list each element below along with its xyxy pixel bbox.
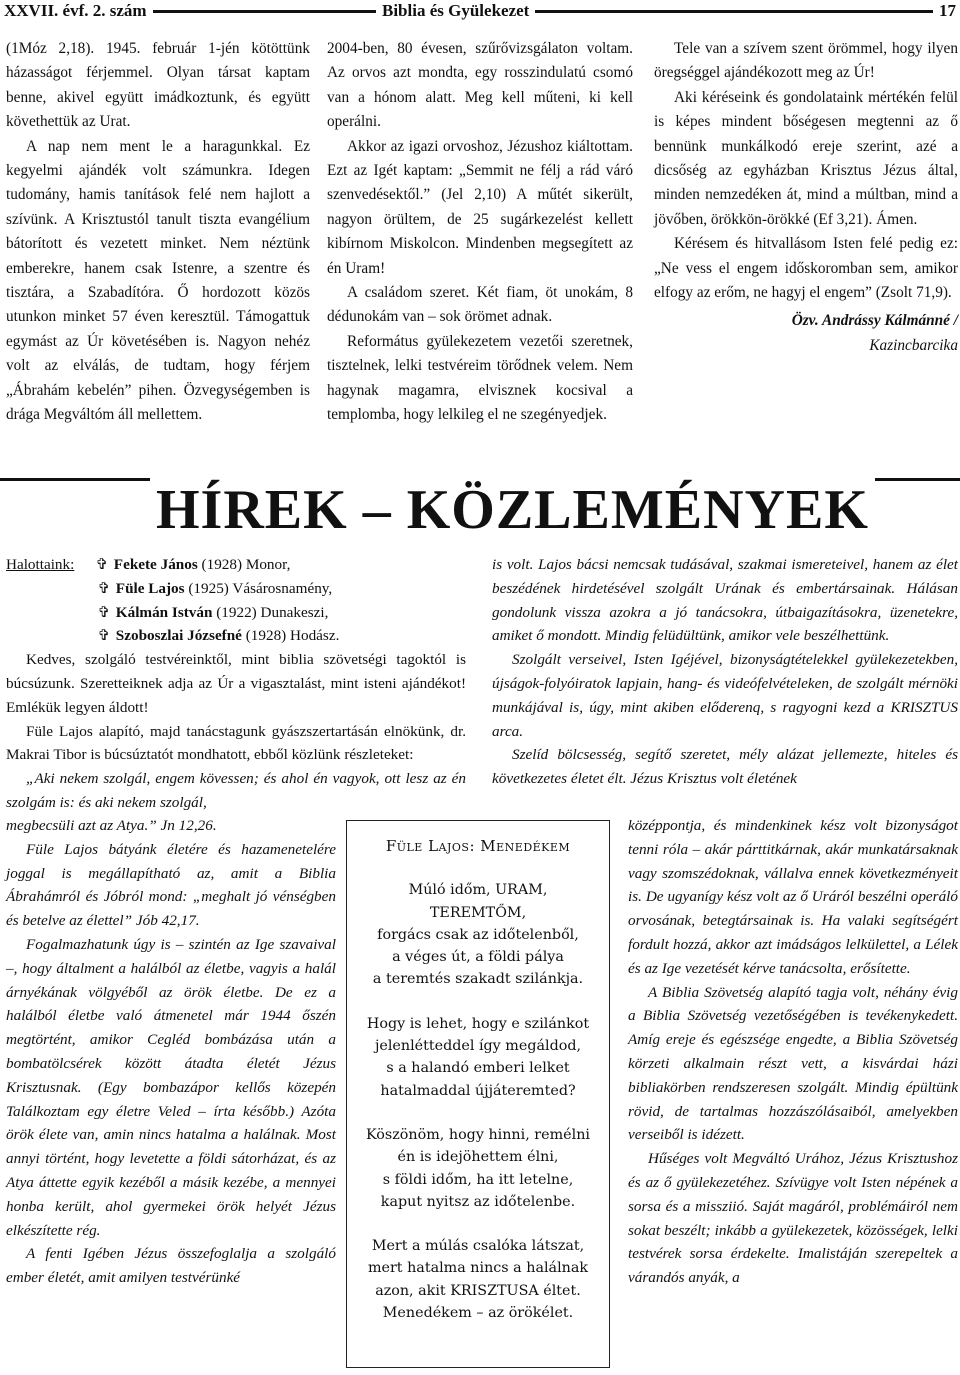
paragraph: Református gyülekezetem vezetői szeretnek, tisztelnek, lelki testvéreim törődnek velem. Nem hagynak magamra, elvisznek kocsival a templomba, hogy lelkileg el ne szegényedjek. bbox=[327, 332, 633, 424]
poem-box bbox=[346, 820, 610, 1368]
paragraph: A fenti Igében Jézus összefoglalja a szolgáló ember életét, amit amilyen testvérünké bbox=[6, 1245, 336, 1287]
paragraph: Szolgált verseivel, Isten Igéjével, bizonyságtételekkel gyülekezetekben, újságok-folyóiratok lapjain, hang- és videófelvételeken, de szolgált mérnöki munkájával is, úgy, mint akiben előderenq, s ragyogni kezd a KRISZTUS arca. bbox=[492, 651, 958, 740]
column-2 bbox=[327, 37, 633, 428]
poem-line: jelenlétteddel így megáldod, bbox=[374, 1038, 582, 1055]
cross-icon: ✞ bbox=[97, 603, 111, 621]
poem-title: Füle Lajos: Menedékem bbox=[385, 837, 571, 855]
paragraph: megbecsüli azt az Atya.” Jn 12,26. bbox=[6, 817, 217, 834]
issue-number: XXVII. évf. 2. szám bbox=[4, 1, 153, 21]
obituary-name: Szoboszlai Józsefné bbox=[115, 627, 242, 645]
paragraph: Hűséges volt Megváltó Urához, Jézus Krisztushoz és az ő gyülekezetéhez. Szívügye volt Isten népének a sorsa és a missziió. Saját magáról, problémáiról nem sokat beszélt; inkább a gyülekezetek, közösségek, lelki testvérek sorsa érdekelte. Imalistáján szerepeltek a várandós anyák, a bbox=[628, 1150, 958, 1287]
obituary-entry bbox=[6, 553, 466, 577]
paragraph: Fogalmazhatunk úgy is – szintén az Ige szavaival –, hogy általment a halálból az életbe, vagyis a halál árnyékának völgyéből az örök életbe. De ez a halálból életbe való átmenetel már 1944 őszén megtörtént, amikor Cegléd bombázása után a bombatölcsérek között átadta életét Jézus Krisztusnak. (Egy bombazápor kellős közepén Találkoztam egy életre Veled – írta később.) Azóta örök élete van, amin nincs hatalma a halálnak. Most annyi történt, hogy levetette a földi sátorházat, és az Atya áttette egyik kezéből a másik kezébe, a mennyei honba került, ahol gyermekei örök helyét Jézus elkészítette rég. bbox=[6, 935, 336, 1239]
column-1 bbox=[6, 37, 310, 428]
poem-line: s a halandó emberi lelket bbox=[386, 1060, 570, 1077]
obituary-entry bbox=[6, 577, 466, 601]
paragraph: Tele van a szívem szent örömmel, hogy ilyen öregséggel ajándékozott meg az Úr! bbox=[654, 40, 958, 82]
poem-stanza bbox=[347, 879, 609, 990]
page-number: 17 bbox=[933, 1, 956, 21]
poem-stanza bbox=[347, 1124, 609, 1213]
paragraph: „Aki nekem szolgál, engem kövessen; és ahol én vagyok, ott lesz az én szolgám is: és aki nekem szolgál, bbox=[6, 770, 466, 811]
poem-stanza bbox=[347, 1235, 609, 1324]
obituary-block bbox=[6, 553, 466, 815]
column-3 bbox=[654, 37, 958, 358]
paragraph: Aki kéréseink és gondolataink mértékén felül is képes mindent bőségesen megtenni az ő bennünk munkálkodó ereje szerint, azé a dicsőség az egyházban Krisztus Jézus által, minden nemzedéken át, mind a múltban, mind a jövőben, örökkön-örökké (Ef 3,21). Ámen. bbox=[654, 88, 958, 228]
poem-line: Hogy is lehet, hogy e szilánkot bbox=[366, 1015, 590, 1032]
journal-title: Biblia és Gyülekezet bbox=[376, 1, 535, 21]
poem-stanza bbox=[347, 1013, 609, 1102]
cross-icon: ✞ bbox=[95, 556, 109, 573]
paragraph: Kérésem és hitvallásom Isten felé pedig ez: „Ne vess el engem időskoromban sem, amikor elfogy az erőm, ne hagyj el engem” (Zsolt 71,9). bbox=[654, 235, 958, 302]
poem-line: s földi időm, ha itt letelne, bbox=[382, 1171, 574, 1188]
tribute-lower-right bbox=[628, 814, 958, 1290]
poem-line: mert hatalma nincs a halálnak bbox=[367, 1260, 589, 1277]
obituary-info: (1922) Dunakeszi, bbox=[216, 603, 329, 621]
poem-line: TEREMTŐM, bbox=[429, 904, 527, 921]
poem-line: kaput nyitsz az időtelenbe. bbox=[380, 1193, 576, 1210]
paragraph: A Biblia Szövetség alapító tagja volt, néhány évig a Biblia Szövetség vezetőségében is tevékenykedett. Amíg ereje és egészsége engedte, a Biblia Szövetség körzeti alkalmain részt vett, a kisvárdai házi bibliakörben rendszeresen szolgált. Mindig épültünk rövid, de tartalmas hozzászólásaiból, amelyekben verseiből is idézett. bbox=[628, 983, 958, 1144]
obituary-info: (1928) Monor, bbox=[201, 556, 291, 573]
paragraph: középpontja, és mindenkinek kész volt bizonyságot tenni róla – akár párttitkárnak, akár munkatársaknak vagy szomszédoknak, vállalva ennek következményeit is. De ugyanígy kész volt az ő Uráról beszélni operáló orvosának, betegtársainak is. Ha valaki segítségért fordult hozzá, akkor azt imádságos lelkülettel, a Lélek és az Ige vezetését kérve tanácsolta, erősítette. bbox=[628, 817, 958, 977]
obituary-label: Halottaink: bbox=[6, 556, 75, 573]
poem-line: azon, akit KRISZTUSA éltet. bbox=[375, 1282, 581, 1299]
poem-line: Menedékem – az örökélet. bbox=[382, 1305, 574, 1322]
paragraph: Füle Lajos alapító, majd tanácstagunk gyászszertartásán elnökünk, dr. Makrai Tibor is búcsúztatót mondhatott, ebből közlünk részleteket: bbox=[6, 722, 466, 764]
paragraph: Szelíd bölcsesség, segítő szeretet, mély alázat jellemezte, hiteles és következetes életet élt. Jézus Krisztus volt életének bbox=[492, 746, 958, 788]
cross-icon: ✞ bbox=[97, 579, 111, 597]
news-section-title: HÍREK – KÖZLEMÉNYEK bbox=[150, 478, 875, 542]
paragraph: is volt. Lajos bácsi nemcsak tudásával, szakmai ismereteivel, hanem az élet beszédének hirdetésével szolgált Urának és embertársainak. Hálásan gondolunk vissza azokra a jó tanácsokra, útbaigazításokra, üzenetekre, amiket ő mondott. Mindig felüdültünk, amikor vele beszélhettünk. bbox=[492, 556, 958, 645]
poem-line: hatalmaddal újjáteremted? bbox=[380, 1082, 576, 1099]
obituary-info: (1928) Hodász. bbox=[245, 627, 340, 645]
paragraph: A családom szeret. Két fiam, öt unokám, 8 dédunokám van – sok örömet adnak. bbox=[327, 284, 633, 326]
paragraph: Kedves, szolgáló testvéreinktől, mint biblia szövetségi tagoktól is búcsúzunk. Szeretteiknek adja az Úr a vigasztalást, mint isteni ajándékot! Emlékük legyen áldott! bbox=[6, 651, 466, 716]
obituary-entry bbox=[6, 601, 466, 625]
paragraph: Akkor az igazi orvoshoz, Jézushoz kiáltottam. Ezt az Igét kaptam: „Semmit ne félj a rád váró szenvedésektől.” (Jel 2,10) A műtét sikerült, nagyon örültem, de 25 sugárkezelést kellett kibírnom Miskolcon. Mindenben megsegített az én Uram! bbox=[327, 137, 633, 277]
paragraph: A nap nem ment le a haragunkkal. Ez kegyelmi ajándék volt számunkra. Idegen tudomány, hamis tanítások felé nem hajlott a szívünk. A Krisztustól tanult tiszta evangélium bátorított és vezetett minket. Nem néztünk emberekre, hanem csak Istenre, a szentre és tisztára, a Szabadítóra. Ő hordozott közös utunkon minket 57 éven keresztül. Támogattuk egymást az Úr követésében is. Nagyon nehéz volt az elválás, de tudtam, hogy férjem „Ábrahám kebelén” pihen. Özvegységemben is drága Megváltóm áll mellettem. bbox=[6, 137, 310, 424]
poem-line: Múló időm, URAM, bbox=[408, 882, 548, 899]
paragraph: Füle Lajos bátyánk életére és hazamenetelére joggal is megállapítható az, amit a Biblia Ábrahámról és Jóbról mond: „meghalt jó vénségben és betelve az élettel” Jób 42,17. bbox=[6, 840, 336, 930]
paragraph: (1Móz 2,18). 1945. február 1-jén kötöttünk házasságot férjemmel. Olyan társat kaptam benne, akivel együtt imádkoztunk, és együtt követhettük az Urat. bbox=[6, 40, 310, 131]
signature-place: Kazincbarcika bbox=[869, 336, 958, 354]
tribute-upper-right bbox=[492, 553, 958, 791]
obituary-name: Kálmán István bbox=[115, 603, 213, 621]
obituary-name: Füle Lajos bbox=[115, 579, 185, 597]
poem-line: a véges út, a földi pálya bbox=[392, 949, 564, 966]
page-header bbox=[4, 0, 956, 22]
poem-line: Köszönöm, hogy hinni, remélni bbox=[366, 1126, 590, 1143]
obituary-info: (1925) Vásárosnamény, bbox=[188, 579, 333, 597]
cross-icon: ✞ bbox=[97, 627, 111, 645]
poem-line: én is idejöhettem élni, bbox=[397, 1149, 559, 1166]
poem-line: a teremtés szakadt szilánkja. bbox=[372, 971, 584, 988]
paragraph: 2004-ben, 80 évesen, szűrővizsgálaton voltam. Az orvos azt mondta, egy rosszindulatú csomó van a hónom alatt. Meg kell műteni, ki kell operálni. bbox=[327, 40, 633, 131]
tribute-lower-left bbox=[6, 814, 336, 1290]
signature-name: Özv. Andrássy Kálmánné / bbox=[791, 312, 958, 330]
obituary-entry bbox=[6, 624, 466, 648]
poem-line: Mert a múlás csalóka látszat, bbox=[371, 1238, 585, 1255]
poem-line: forgács csak az időtelenből, bbox=[377, 926, 579, 943]
obituary-name: Fekete János bbox=[113, 556, 198, 573]
